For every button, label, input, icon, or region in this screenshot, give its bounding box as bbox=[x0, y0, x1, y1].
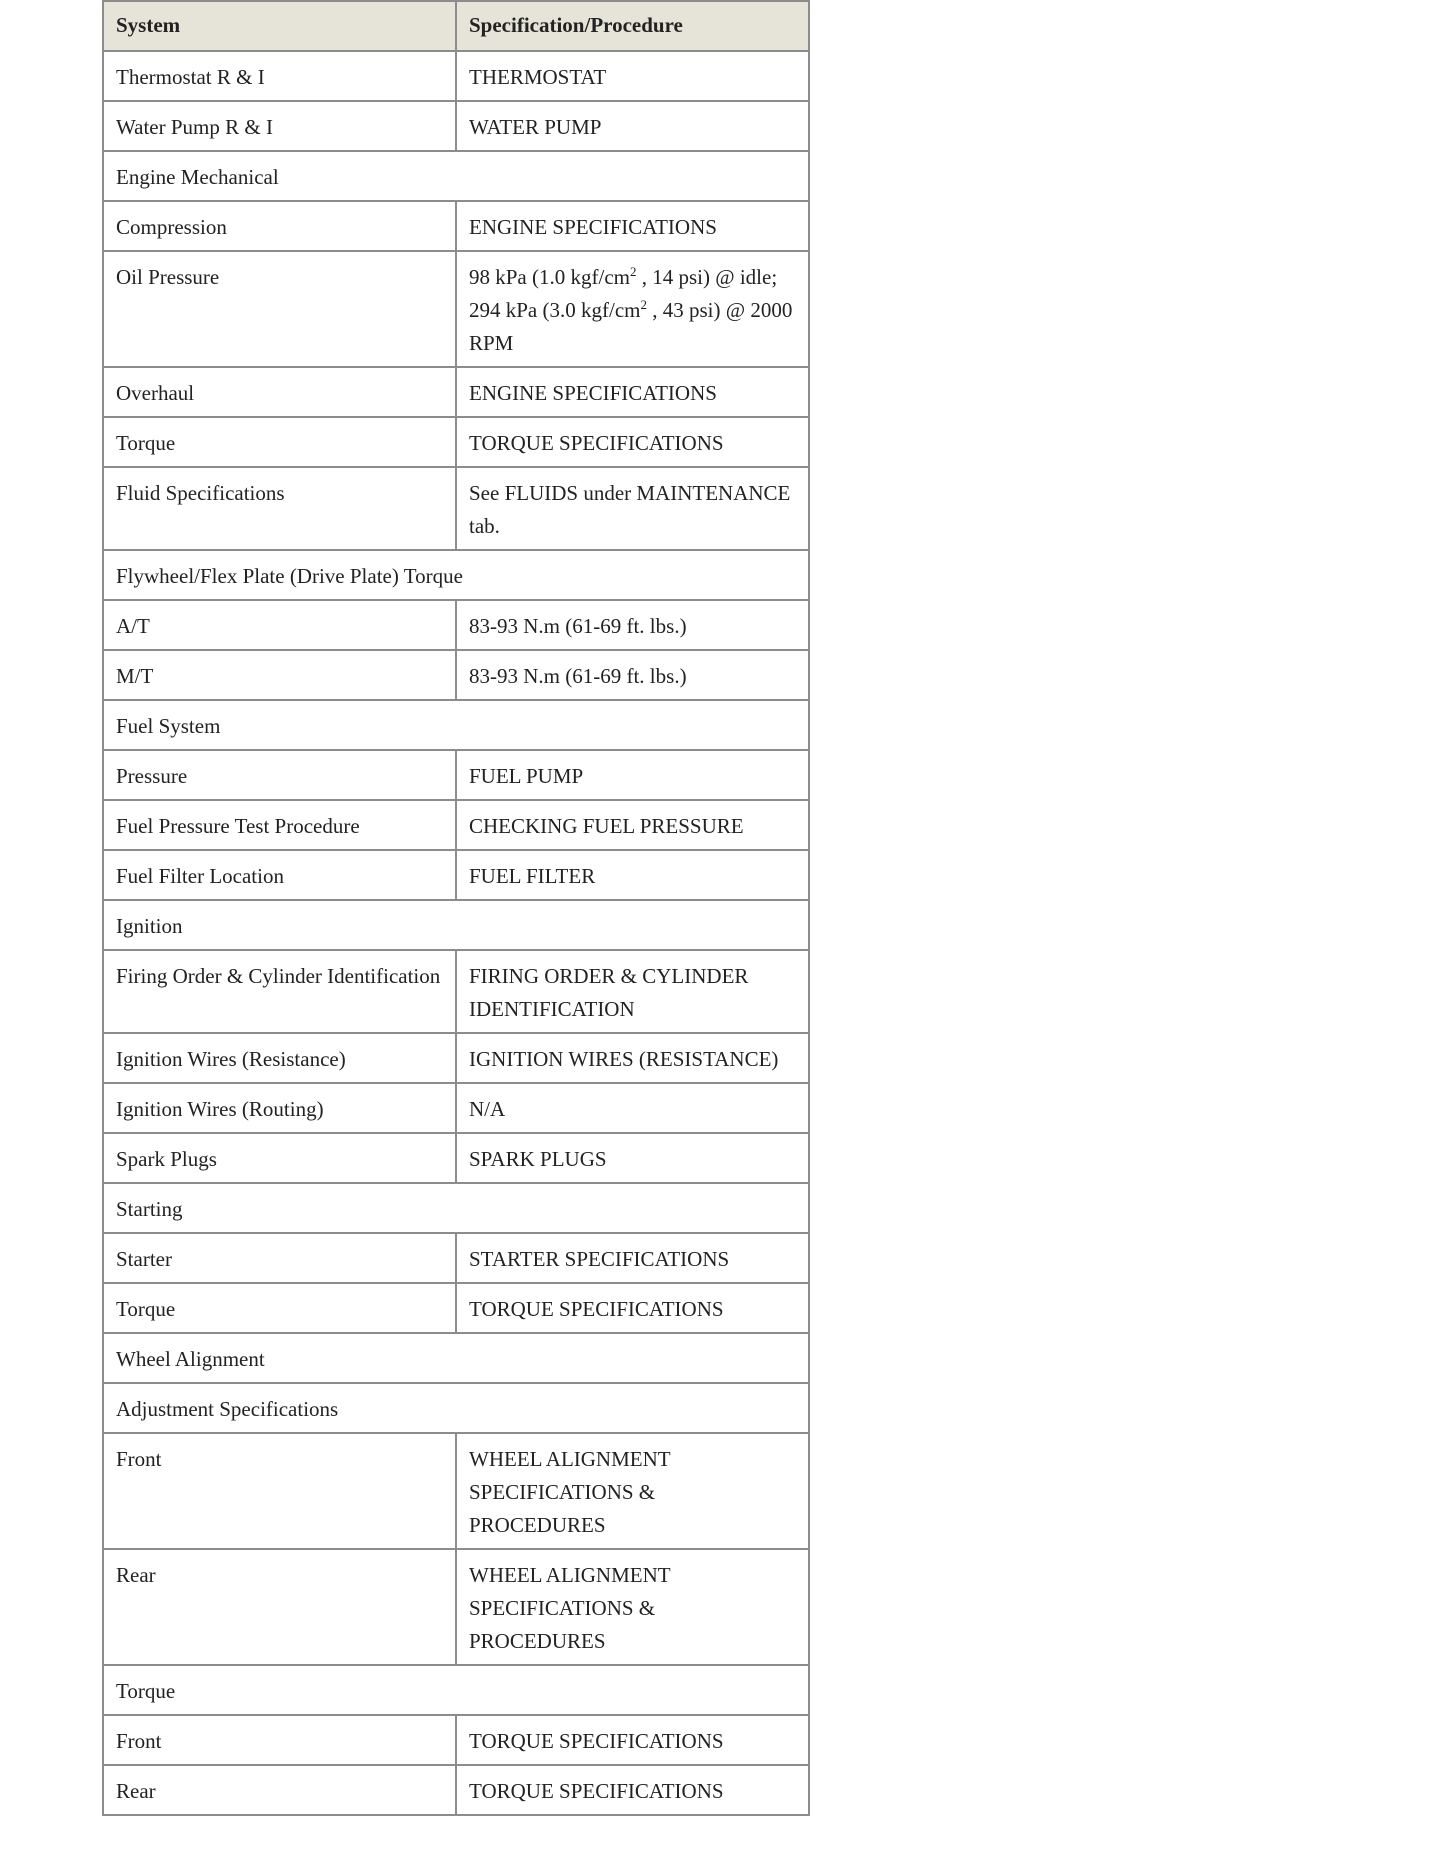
system-cell: Torque bbox=[103, 1283, 456, 1333]
specification-cell: STARTER SPECIFICATIONS bbox=[456, 1233, 809, 1283]
table-row bbox=[103, 1033, 809, 1083]
specification-cell: N/A bbox=[456, 1083, 809, 1133]
specification-cell: WATER PUMP bbox=[456, 101, 809, 151]
spec-text: , 14 psi) @ idle; 294 kPa (3.0 kgf/cm bbox=[469, 265, 778, 322]
table-row bbox=[103, 1549, 809, 1665]
section-heading: Torque bbox=[103, 1665, 809, 1715]
section-heading: Flywheel/Flex Plate (Drive Plate) Torque bbox=[103, 550, 809, 600]
specification-cell: See FLUIDS under MAINTENANCE tab. bbox=[456, 467, 809, 550]
spec-text: 98 kPa (1.0 kgf/cm bbox=[469, 265, 630, 289]
specification-cell: WHEEL ALIGNMENT SPECIFICATIONS & PROCEDURES bbox=[456, 1433, 809, 1549]
system-cell: Firing Order & Cylinder Identification bbox=[103, 950, 456, 1033]
section-row bbox=[103, 550, 809, 600]
section-heading: Starting bbox=[103, 1183, 809, 1233]
table-row bbox=[103, 201, 809, 251]
system-cell: M/T bbox=[103, 650, 456, 700]
superscript: 2 bbox=[640, 297, 647, 312]
system-cell: Overhaul bbox=[103, 367, 456, 417]
specification-cell: CHECKING FUEL PRESSURE bbox=[456, 800, 809, 850]
table-row bbox=[103, 467, 809, 550]
system-cell: Front bbox=[103, 1433, 456, 1549]
system-cell: Rear bbox=[103, 1765, 456, 1815]
specification-cell: ENGINE SPECIFICATIONS bbox=[456, 367, 809, 417]
system-cell: Compression bbox=[103, 201, 456, 251]
section-row bbox=[103, 900, 809, 950]
system-cell: Rear bbox=[103, 1549, 456, 1665]
system-cell: Thermostat R & I bbox=[103, 51, 456, 101]
specification-cell: SPARK PLUGS bbox=[456, 1133, 809, 1183]
section-heading: Adjustment Specifications bbox=[103, 1383, 809, 1433]
system-cell: Fluid Specifications bbox=[103, 467, 456, 550]
section-row bbox=[103, 1665, 809, 1715]
table-row bbox=[103, 367, 809, 417]
section-heading: Wheel Alignment bbox=[103, 1333, 809, 1383]
table-row bbox=[103, 1765, 809, 1815]
system-cell: Torque bbox=[103, 417, 456, 467]
system-cell: Fuel Pressure Test Procedure bbox=[103, 800, 456, 850]
specification-cell bbox=[456, 251, 809, 367]
section-row bbox=[103, 1383, 809, 1433]
table-body bbox=[103, 51, 809, 1815]
table-row bbox=[103, 1083, 809, 1133]
header-specification: Specification/Procedure bbox=[456, 1, 809, 51]
section-row bbox=[103, 151, 809, 201]
section-heading: Engine Mechanical bbox=[103, 151, 809, 201]
specification-cell: THERMOSTAT bbox=[456, 51, 809, 101]
specification-cell: IGNITION WIRES (RESISTANCE) bbox=[456, 1033, 809, 1083]
table-row bbox=[103, 650, 809, 700]
system-cell: Oil Pressure bbox=[103, 251, 456, 367]
table-row bbox=[103, 850, 809, 900]
table-row bbox=[103, 600, 809, 650]
table-row bbox=[103, 1133, 809, 1183]
section-heading: Fuel System bbox=[103, 700, 809, 750]
specification-cell: FUEL PUMP bbox=[456, 750, 809, 800]
specifications-table bbox=[102, 0, 810, 1816]
section-row bbox=[103, 700, 809, 750]
header-system: System bbox=[103, 1, 456, 51]
system-cell: A/T bbox=[103, 600, 456, 650]
system-cell: Starter bbox=[103, 1233, 456, 1283]
table-row bbox=[103, 51, 809, 101]
section-row bbox=[103, 1333, 809, 1383]
table-row bbox=[103, 1715, 809, 1765]
table-row bbox=[103, 1433, 809, 1549]
table-row bbox=[103, 1283, 809, 1333]
specification-cell: ENGINE SPECIFICATIONS bbox=[456, 201, 809, 251]
specification-cell: 83-93 N.m (61-69 ft. lbs.) bbox=[456, 600, 809, 650]
spec-text: , 43 psi) @ 2000 RPM bbox=[469, 298, 793, 355]
system-cell: Front bbox=[103, 1715, 456, 1765]
system-cell: Pressure bbox=[103, 750, 456, 800]
specification-cell: TORQUE SPECIFICATIONS bbox=[456, 1715, 809, 1765]
section-heading: Ignition bbox=[103, 900, 809, 950]
specification-cell: TORQUE SPECIFICATIONS bbox=[456, 1765, 809, 1815]
specification-cell: TORQUE SPECIFICATIONS bbox=[456, 1283, 809, 1333]
system-cell: Fuel Filter Location bbox=[103, 850, 456, 900]
system-cell: Ignition Wires (Routing) bbox=[103, 1083, 456, 1133]
superscript: 2 bbox=[629, 264, 637, 279]
section-row bbox=[103, 1183, 809, 1233]
specification-cell: WHEEL ALIGNMENT SPECIFICATIONS & PROCEDURES bbox=[456, 1549, 809, 1665]
table-row bbox=[103, 1233, 809, 1283]
table-row bbox=[103, 101, 809, 151]
system-cell: Ignition Wires (Resistance) bbox=[103, 1033, 456, 1083]
header-row bbox=[103, 1, 809, 51]
system-cell: Water Pump R & I bbox=[103, 101, 456, 151]
table-row bbox=[103, 251, 809, 367]
specification-cell: FUEL FILTER bbox=[456, 850, 809, 900]
table-row bbox=[103, 800, 809, 850]
table-row bbox=[103, 417, 809, 467]
specification-cell: FIRING ORDER & CYLINDER IDENTIFICATION bbox=[456, 950, 809, 1033]
specification-cell: TORQUE SPECIFICATIONS bbox=[456, 417, 809, 467]
specification-cell: 83-93 N.m (61-69 ft. lbs.) bbox=[456, 650, 809, 700]
table-row bbox=[103, 950, 809, 1033]
table-row bbox=[103, 750, 809, 800]
system-cell: Spark Plugs bbox=[103, 1133, 456, 1183]
